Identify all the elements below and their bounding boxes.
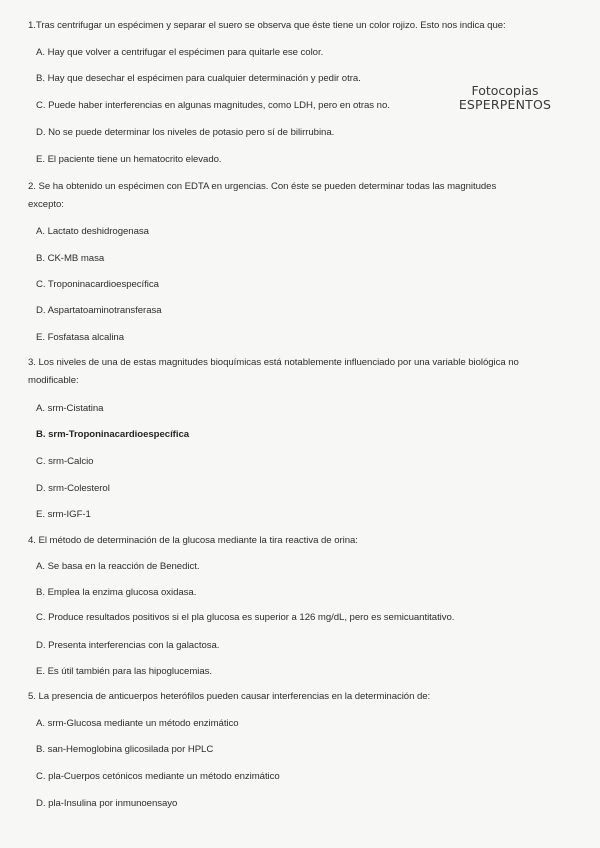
question-1-option-e: E. El paciente tiene un hematocrito elevado. bbox=[36, 154, 222, 165]
question-3-option-b: B. srm-Troponinacardioespecífica bbox=[36, 429, 190, 440]
question-3-option-c: C. srm-Calcio bbox=[36, 456, 94, 467]
question-4-option-d: D. Presenta interferencias con la galactosa. bbox=[36, 640, 220, 651]
question-1-stem: 1.Tras centrifugar un espécimen y separar el suero se observa que éste tiene un color rojizo. Esto nos indica que: bbox=[28, 20, 506, 31]
watermark-line-2: ESPERPENTOS bbox=[458, 97, 552, 112]
watermark-line-1: Fotocopias bbox=[471, 83, 539, 98]
question-5-option-c: C. pla-Cuerpos cetónicos mediante un método enzimático bbox=[36, 771, 280, 782]
question-2-stem-line-1: 2. Se ha obtenido un espécimen con EDTA en urgencias. Con éste se pueden determinar todas las magnitudes bbox=[28, 181, 497, 192]
question-5-stem: 5. La presencia de anticuerpos heterófilos pueden causar interferencias en la determinación de: bbox=[28, 691, 431, 702]
question-2-option-d: D. Aspartatoaminotransferasa bbox=[36, 305, 162, 316]
question-5-option-a: A. srm-Glucosa mediante un método enzimático bbox=[36, 718, 239, 729]
question-4-option-a: A. Se basa en la reacción de Benedict. bbox=[36, 561, 200, 572]
question-2-option-c: C. Troponinacardioespecífica bbox=[36, 279, 159, 290]
question-1-option-b: B. Hay que desechar el espécimen para cualquier determinación y pedir otra. bbox=[36, 73, 361, 84]
question-2-option-b: B. CK-MB masa bbox=[36, 253, 105, 264]
question-5-option-b: B. san-Hemoglobina glicosilada por HPLC bbox=[36, 744, 214, 755]
question-3-option-d: D. srm-Colesterol bbox=[36, 483, 110, 494]
question-1-option-a: A. Hay que volver a centrifugar el espécimen para quitarle ese color. bbox=[36, 47, 324, 58]
question-4-option-c: C. Produce resultados positivos si el pla glucosa es superior a 126 mg/dL, pero es semicuantitativo. bbox=[36, 612, 455, 623]
watermark-stamp bbox=[452, 84, 558, 112]
question-3-stem-line-1: 3. Los niveles de una de estas magnitudes bioquímicas está notablemente influenciado por una variable biológica no bbox=[28, 357, 519, 368]
question-2-option-e: E. Fosfatasa alcalina bbox=[36, 332, 125, 343]
question-4-option-b: B. Emplea la enzima glucosa oxidasa. bbox=[36, 587, 197, 598]
question-1-option-d: D. No se puede determinar los niveles de potasio pero sí de bilirrubina. bbox=[36, 127, 335, 138]
question-4-option-e: E. Es útil también para las hipoglucemias. bbox=[36, 666, 213, 677]
question-1-option-c: C. Puede haber interferencias en algunas magnitudes, como LDH, pero en otras no. bbox=[36, 100, 390, 111]
question-5-option-d: D. pla-Insulina por inmunoensayo bbox=[36, 798, 178, 809]
question-3-stem-line-2: modificable: bbox=[28, 375, 79, 386]
question-3-option-e: E. srm-IGF-1 bbox=[36, 509, 91, 520]
question-2-stem-line-2: excepto: bbox=[28, 199, 64, 210]
question-4-stem: 4. El método de determinación de la glucosa mediante la tira reactiva de orina: bbox=[28, 535, 358, 546]
question-2-option-a: A. Lactato deshidrogenasa bbox=[36, 226, 149, 237]
question-3-option-a: A. srm-Cistatina bbox=[36, 403, 104, 414]
